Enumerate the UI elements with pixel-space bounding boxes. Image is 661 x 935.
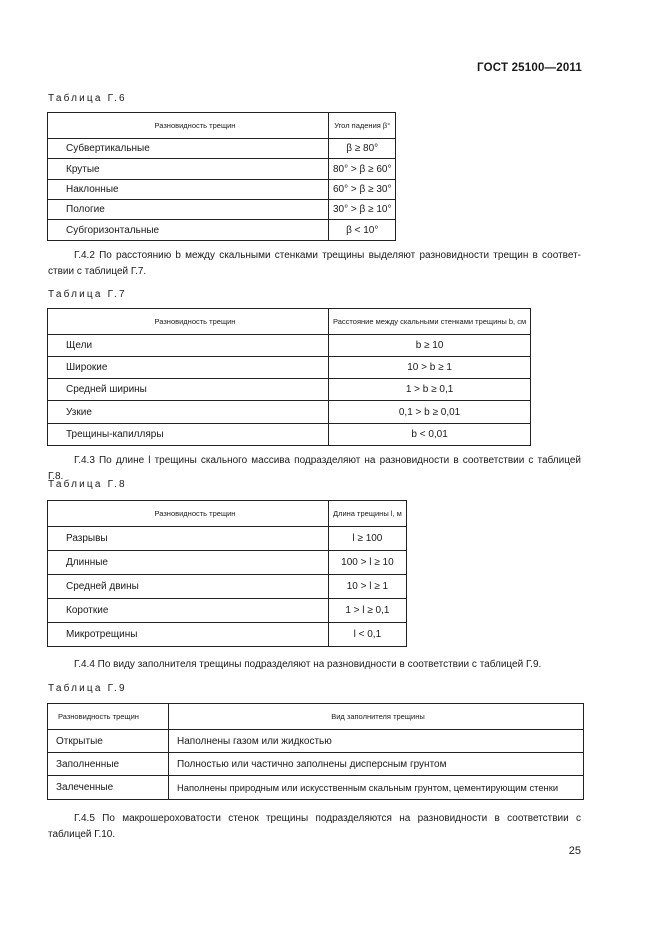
table-row [48,730,584,753]
table-cell: 1 > l ≥ 0,1 [329,599,407,623]
table-row [48,335,531,357]
header-cell: Вид заполнителя трещины [169,704,584,730]
header-cell: Длина трещины l, м [329,501,407,527]
table-cell: Крутые [48,159,329,180]
table-row [48,551,407,575]
table-cell: Субвертикальные [48,139,329,159]
table-cell: β < 10° [329,220,396,241]
table-header-row [48,704,584,730]
table-cell: Заполненные [48,753,169,776]
table-row [48,753,584,776]
table-cell: Короткие [48,599,329,623]
table-cell: Трещины-капилляры [48,424,329,446]
table-row [48,159,396,180]
header-cell: Разновидность трещин [48,113,329,139]
table-cell: Наклонные [48,180,329,200]
table-g6 [47,112,396,241]
table-cell: Щели [48,335,329,357]
header-cell: Разновидность трещин [48,704,169,730]
table-cell: Средней двины [48,575,329,599]
table-header-row [48,309,531,335]
table-cell: 1 > b ≥ 0,1 [329,379,531,401]
table-cell: 100 > l ≥ 10 [329,551,407,575]
table-row [48,599,407,623]
paragraph-g42: Г.4.2 По расстоянию b между скальными стенками трещины выделяют разновидности трещин в соответ-ствии с таблицей Г.7. [48,250,581,277]
table-row [48,527,407,551]
header-cell: Разновидность трещин [48,501,329,527]
table-row [48,401,531,424]
table-cell: b ≥ 10 [329,335,531,357]
paragraph-g45: Г.4.5 По макрошероховатости стенок трещины подразделяются на разновидности в соответствии с таблицей Г.10. [48,813,581,840]
table-cell: b < 0,01 [329,424,531,446]
table-cell: l ≥ 100 [329,527,407,551]
table-header-row [48,501,407,527]
table-cell: Залеченные [48,776,169,800]
table-cell: Микротрещины [48,623,329,647]
table-row [48,575,407,599]
table-row [48,180,396,200]
table-cell: Разрывы [48,527,329,551]
table-cell: Субгоризонтальные [48,220,329,241]
table-header-row [48,113,396,139]
table-cell: Открытые [48,730,169,753]
table-cell: Длинные [48,551,329,575]
table-cell: Пологие [48,200,329,220]
table-row [48,139,396,159]
table-row [48,776,584,800]
table-caption: Таблица Г.6 [48,93,127,104]
table-row [48,357,531,379]
table-caption: Таблица Г.8 [48,479,127,490]
table-row [48,200,396,220]
table-row [48,220,396,241]
standard-header: ГОСТ 25100—2011 [477,62,582,74]
table-g7 [47,308,531,446]
table-row [48,623,407,647]
table-cell: Широкие [48,357,329,379]
table-cell: 80° > β ≥ 60° [329,159,396,180]
table-cell: 10 > l ≥ 1 [329,575,407,599]
table-g9 [47,703,584,800]
table-cell: Наполнены газом или жидкостью [169,730,584,753]
header-cell: Разновидность трещин [48,309,329,335]
table-caption: Таблица Г.7 [48,289,127,300]
table-caption: Таблица Г.9 [48,683,127,694]
header-cell: Угол падения β° [329,113,396,139]
table-cell: Наполнены природным или искусственным скальным грунтом, цементирующим стенки [169,776,584,800]
table-cell: β ≥ 80° [329,139,396,159]
table-cell: l < 0,1 [329,623,407,647]
table-cell: 60° > β ≥ 30° [329,180,396,200]
header-cell: Расстояние между скальными стенками трещины b, см [329,309,531,335]
table-cell: Узкие [48,401,329,424]
table-g8 [47,500,407,647]
paragraph-g43: Г.4.3 По длине l трещины скального массива подразделяют на разновидности в соответствии с таблицей Г.8. [48,455,581,482]
table-cell: 0,1 > b ≥ 0,01 [329,401,531,424]
table-cell: 30° > β ≥ 10° [329,200,396,220]
table-cell: Полностью или частично заполнены дисперсным грунтом [169,753,584,776]
page-number: 25 [568,845,581,857]
table-row [48,424,531,446]
table-cell: Средней ширины [48,379,329,401]
table-row [48,379,531,401]
table-cell: 10 > b ≥ 1 [329,357,531,379]
paragraph-g44: Г.4.4 По виду заполнителя трещины подразделяют на разновидности в соответствии с таблицей Г.9. [74,659,542,670]
